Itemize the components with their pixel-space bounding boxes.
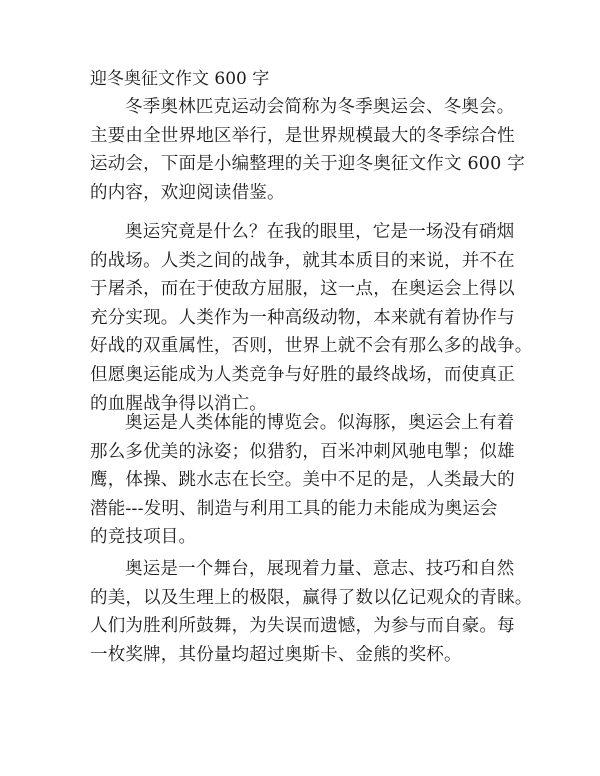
paragraph-line: 的竞技项目。 — [90, 527, 197, 548]
paragraph-line: 人们为胜利所鼓舞，为失误而遗憾，为参与而自豪。每 — [90, 616, 515, 637]
paragraph-line: 的美，以及生理上的极限，赢得了数以亿记观众的青睐。 — [90, 587, 533, 608]
paragraph-line: 运动会，下面是小编整理的关于迎冬奥征文作文 600 字 — [90, 154, 525, 175]
paragraph-3 — [90, 409, 520, 552]
paragraph-line: 那么多优美的泳姿；似猎豹，百米冲刺风驰电掣；似雄 — [90, 441, 515, 462]
paragraph-line: 一枚奖牌，其份量均超过奥斯卡、金熊的奖杯。 — [90, 644, 462, 665]
paragraph-line: 主要由全世界地区举行，是世界规模最大的冬季综合性 — [90, 125, 515, 146]
paragraph-line: 冬季奥林匹克运动会简称为冬季奥运会、冬奥会。 — [125, 97, 515, 117]
document-title: 迎冬奥征文作文 600 字 — [90, 69, 270, 89]
paragraph-line: 的战场。人类之间的战争，就其本质目的来说，并不在 — [90, 250, 515, 271]
paragraph-line: 奥运是人类体能的博览会。似海豚，奥运会上有着 — [125, 413, 515, 433]
paragraph-line: 充分实现。人类作为一种高级动物，本来就有着协作与 — [90, 307, 515, 328]
paragraph-line: 潜能---发明、制造与利用工具的能力未能成为奥运会 — [90, 498, 498, 519]
paragraph-line: 于屠杀，而在于使敌方屈服，这一点，在奥运会上得以 — [90, 279, 515, 300]
paragraph-line: 奥运是一个舞台，展现着力量、意志、技巧和自然 — [125, 559, 515, 579]
paragraph-line: 但愿奥运能成为人类竞争与好胜的最终战场，而使真正 — [90, 364, 515, 385]
paragraph-1 — [90, 93, 525, 207]
paragraph-2 — [90, 218, 533, 418]
paragraph-line: 鹰，体操、跳水志在长空。美中不足的是，人类最大的 — [90, 470, 515, 491]
paragraph-line: 好战的双重属性，否则，世界上就不会有那么多的战争。 — [90, 336, 533, 357]
paragraph-line: 的内容，欢迎阅读借鉴。 — [90, 182, 285, 203]
paragraph-4 — [90, 555, 533, 669]
paragraph-line: 的血腥战争得以消亡。 — [90, 393, 267, 414]
paragraph-line: 奥运究竟是什么？在我的眼里，它是一场没有硝烟 — [125, 222, 515, 242]
